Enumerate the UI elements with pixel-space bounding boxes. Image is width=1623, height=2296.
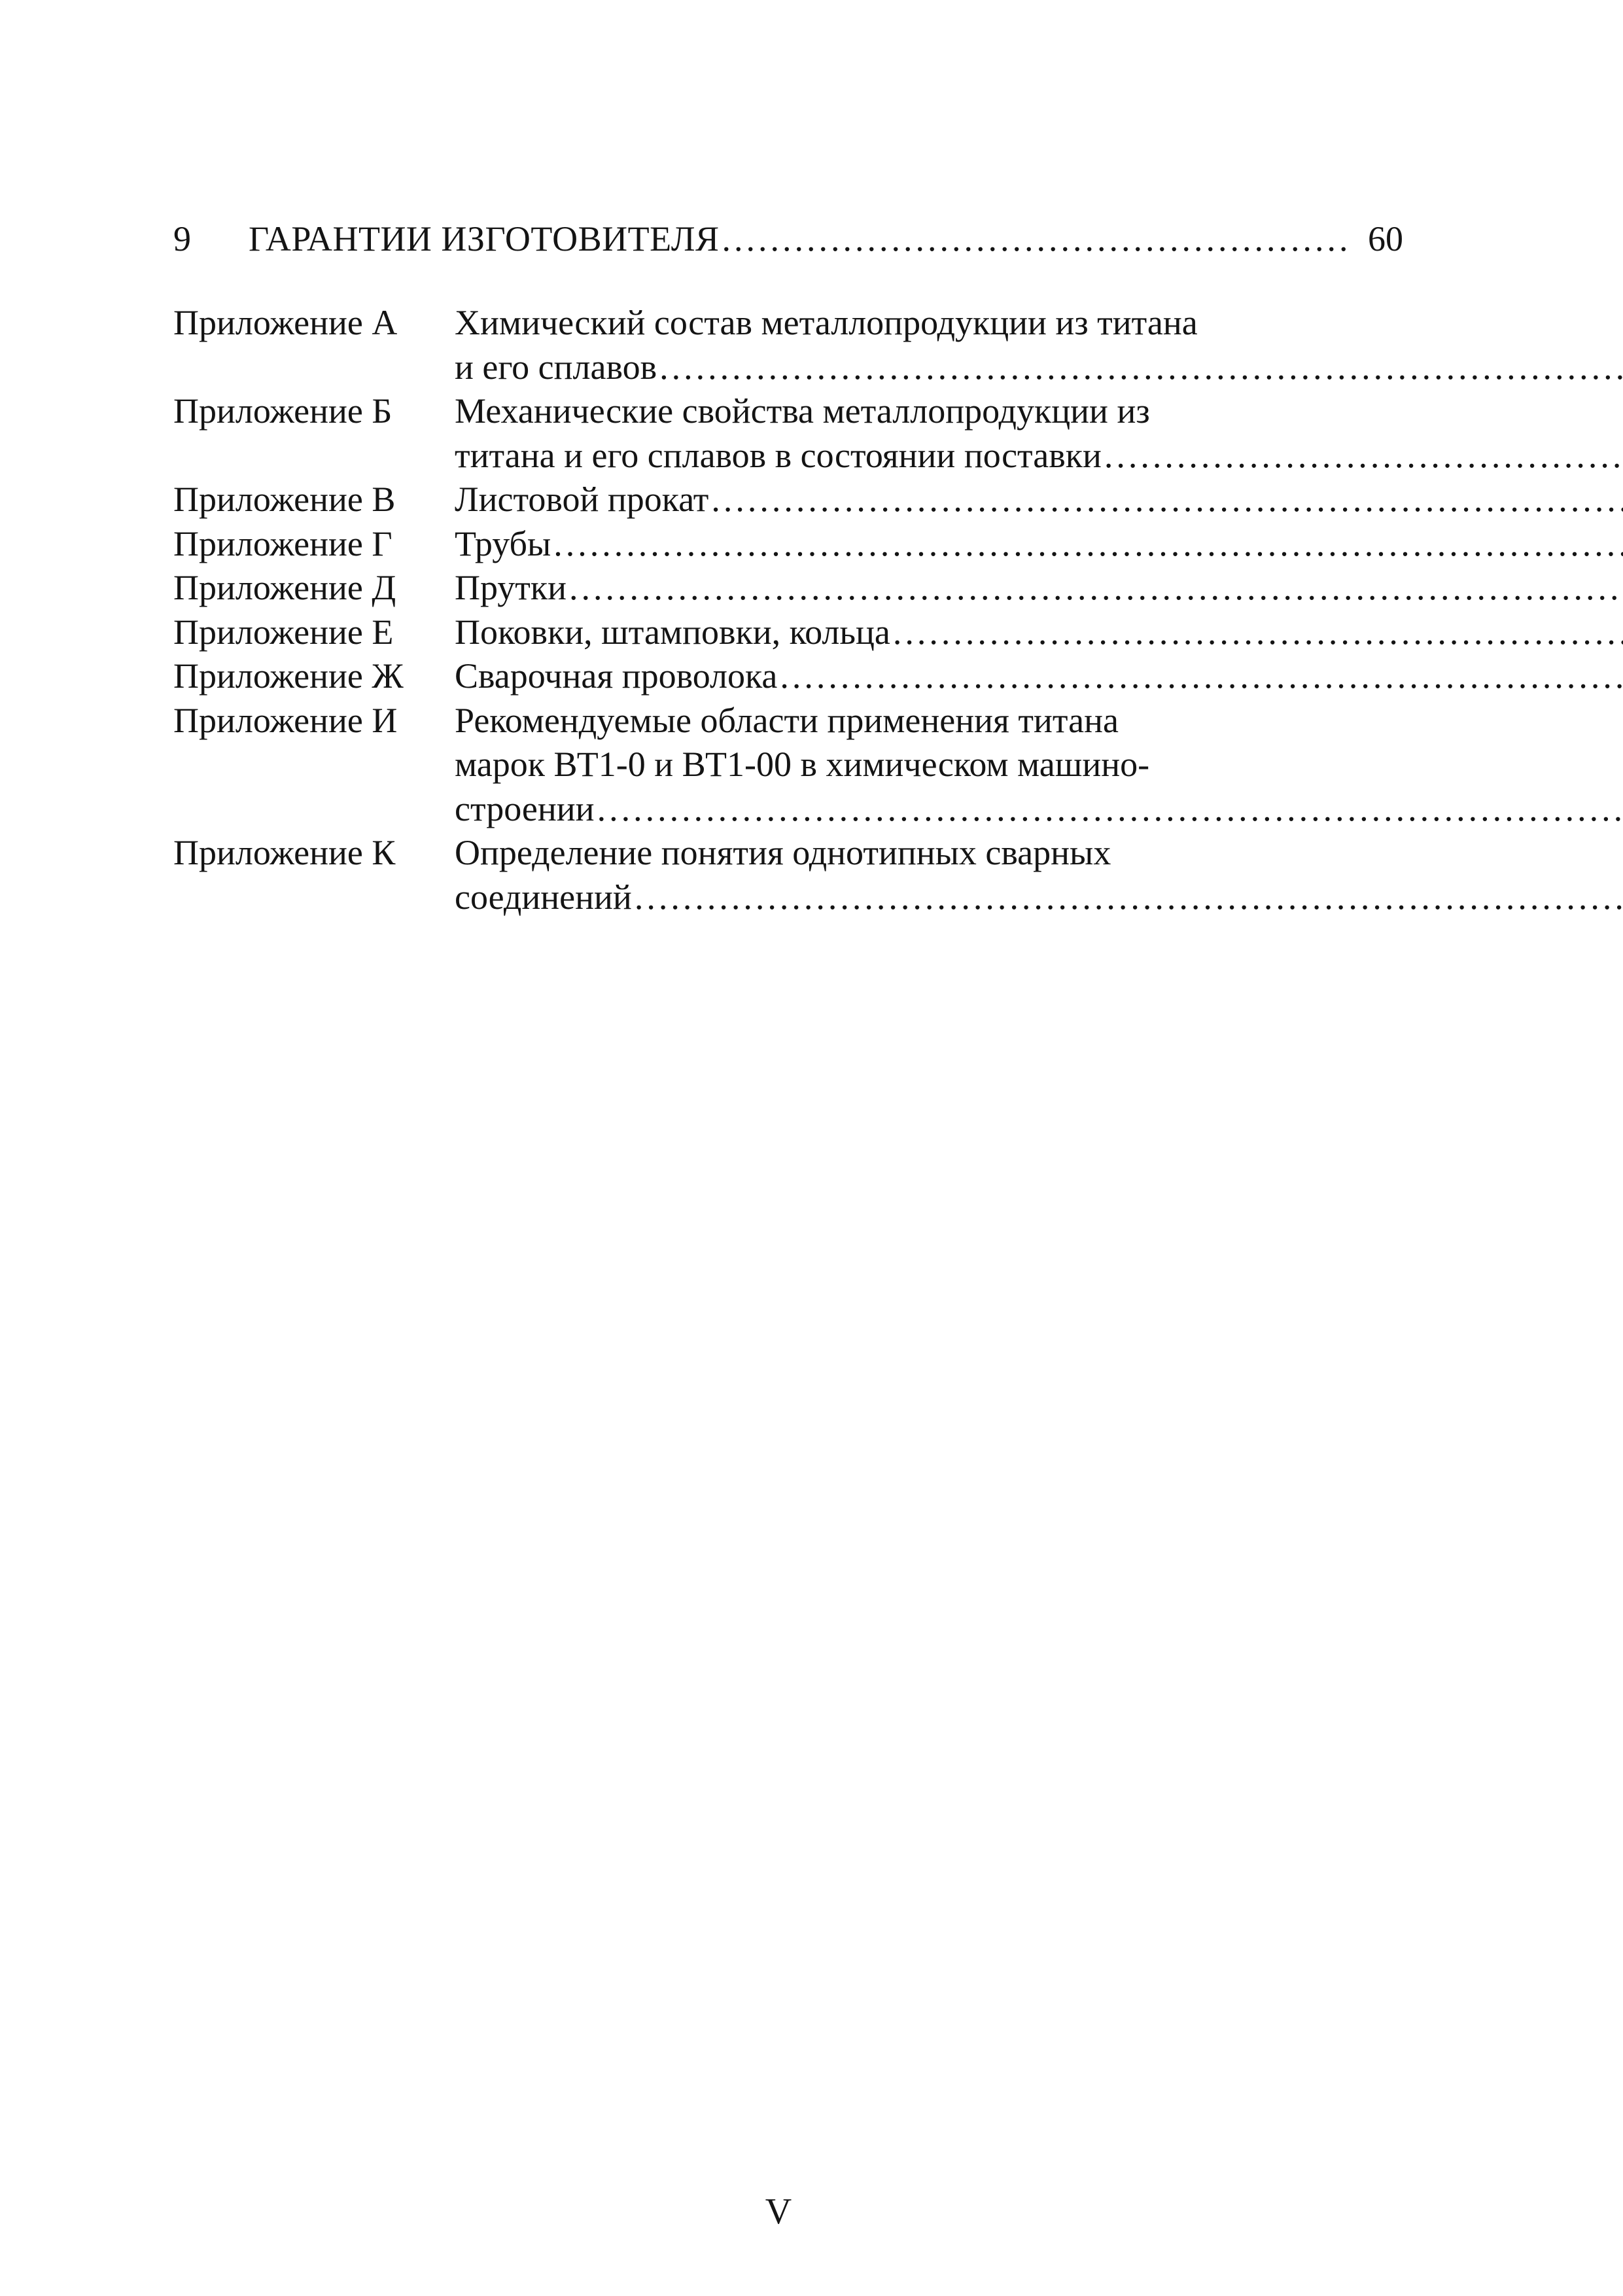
appendix-title-text: Поковки, штамповки, кольца: [455, 612, 890, 652]
page-footer-number: V: [765, 2191, 792, 2232]
dot-leader: [553, 522, 1623, 567]
appendix-title-text: титана и его сплавов в состоянии поставки: [455, 435, 1102, 475]
appendix-title-last-line: [455, 345, 1623, 390]
appendix-label: Приложение А: [173, 303, 398, 342]
appendix-title-last-line: [455, 875, 1623, 920]
dot-leader: [569, 566, 1623, 610]
dot-leader: [893, 610, 1623, 655]
appendix-title-last-line: [455, 478, 1623, 522]
toc-appendix-zh[interactable]: [173, 654, 1403, 699]
appendix-title-text: и его сплавов: [455, 347, 657, 387]
appendix-title-line: марок ВТ1-0 и ВТ1-00 в химическом машино-: [455, 745, 1150, 784]
toc-appendix-d[interactable]: [173, 566, 1403, 610]
appendix-label: Приложение Б: [173, 391, 393, 431]
appendix-title-text: соединений: [455, 877, 632, 917]
appendix-label: Приложение Г: [173, 523, 393, 563]
toc-appendix-g[interactable]: [173, 522, 1403, 567]
appendix-title-last-line: [455, 566, 1623, 610]
appendix-label: Приложение Д: [173, 568, 396, 607]
toc-appendix-i[interactable]: [173, 699, 1403, 832]
dot-leader: [711, 478, 1623, 522]
toc-section-9[interactable]: [173, 213, 1403, 265]
dot-leader: [659, 345, 1623, 390]
appendix-label: Приложение Ж: [173, 656, 404, 696]
dot-leader: [597, 787, 1623, 832]
toc-appendix-v[interactable]: [173, 478, 1403, 522]
dot-leader: [635, 875, 1623, 920]
section-number: 9: [173, 219, 191, 258]
appendix-label: Приложение Е: [173, 612, 394, 652]
section-page-number: 60: [1368, 219, 1403, 258]
appendix-title-text: Листовой прокат: [455, 480, 709, 519]
appendix-title-last-line: [455, 434, 1623, 478]
appendix-label: Приложение В: [173, 480, 396, 519]
appendix-title-text: Трубы: [455, 523, 551, 563]
toc-appendix-e[interactable]: [173, 610, 1403, 655]
appendix-title-text: Прутки: [455, 568, 567, 607]
appendix-title-last-line: [455, 654, 1623, 699]
appendix-title-last-line: [455, 522, 1623, 567]
appendix-label: Приложение И: [173, 700, 398, 740]
toc-appendix-a[interactable]: [173, 301, 1403, 389]
appendix-label: Приложение К: [173, 833, 396, 872]
section-title: ГАРАНТИИ ИЗГОТОВИТЕЛЯ: [249, 219, 720, 258]
appendix-list: [173, 301, 1403, 919]
appendix-title-line: Механические свойства металлопродукции из: [455, 391, 1150, 431]
appendix-title-line: Определение понятия однотипных сварных: [455, 833, 1111, 872]
appendix-title-line: Рекомендуемые области применения титана: [455, 700, 1119, 740]
dot-leader: [722, 213, 1348, 265]
toc-appendix-b[interactable]: [173, 389, 1403, 478]
appendix-title-last-line: [455, 610, 1623, 655]
appendix-title-line: Химический состав металлопродукции из титана: [455, 303, 1198, 342]
appendix-title-text: строении: [455, 788, 595, 828]
toc-appendix-k[interactable]: [173, 831, 1403, 919]
appendix-title-last-line: [455, 787, 1623, 832]
appendix-title-text: Сварочная проволока: [455, 656, 778, 696]
dot-leader: [1104, 434, 1623, 478]
dot-leader: [780, 654, 1623, 699]
